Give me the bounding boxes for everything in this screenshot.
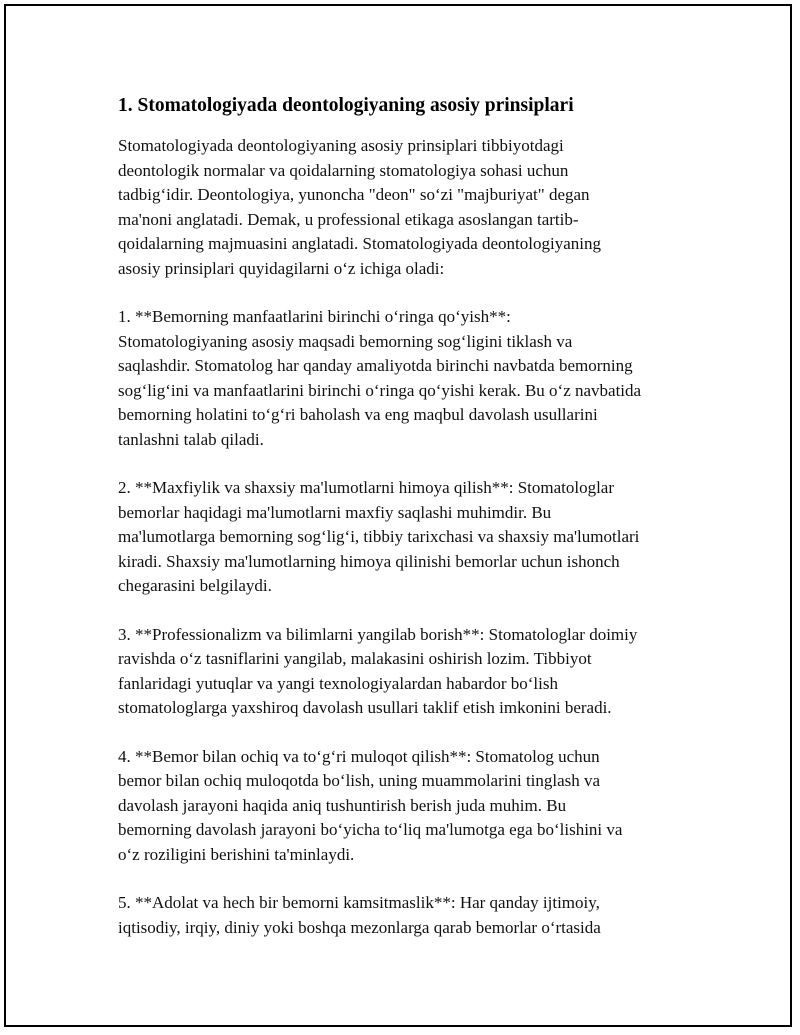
text-line: ma'noni anglatadi. Demak, u professional etikaga asoslangan tartib-: [118, 209, 579, 229]
text-line: asosiy prinsiplari quyidagilarni o‘z ichiga oladi:: [118, 258, 445, 278]
text-line: bemorning holatini to‘g‘ri baholash va eng maqbul davolash usullarini: [118, 405, 598, 424]
text-line: bemor bilan ochiq muloqotda bo‘lish, uning muammolarini tinglash va: [118, 771, 601, 790]
paragraph-principle-2: [118, 476, 698, 599]
text-line: iqtisodiy, irqiy, diniy yoki boshqa mezonlarga qarab bemorlar o‘rtasida: [118, 917, 601, 937]
text-line: sog‘lig‘ini va manfaatlarini birinchi o‘ringa qo‘yishi kerak. Bu o‘z navbatida: [118, 380, 642, 400]
text-line: ravishda o‘z tasniflarini yangilab, malakasini oshirish lozim. Tibbiyot: [118, 649, 592, 668]
paragraph-principle-5: [118, 891, 698, 940]
text-line: chegarasini belgilaydi.: [118, 576, 272, 595]
text-line: 1. **Bemorning manfaatlarini birinchi o‘ringa qo‘yish**:: [118, 307, 511, 326]
paragraph-principle-3: [118, 623, 698, 721]
text-line: tadbig‘idir. Deontologiya, yunoncha "deon" so‘zi "majburiyat" degan: [118, 185, 590, 204]
text-line: saqlashdir. Stomatolog har qanday amaliyotda birinchi navbatda bemorning: [118, 356, 633, 375]
text-line: 2. **Maxfiylik va shaxsiy ma'lumotlarni himoya qilish**: Stomatologlar: [118, 478, 615, 497]
text-line: bemorning davolash jarayoni bo‘yicha to‘liq ma'lumotga ega bo‘lishini va: [118, 820, 623, 839]
text-line: kiradi. Shaxsiy ma'lumotlarning himoya qilinishi bemorlar uchun ishonch: [118, 551, 620, 571]
text-line: 3. **Professionalizm va bilimlarni yangilab borish**: Stomatologlar doimiy: [118, 624, 638, 644]
text-line: tanlashni talab qiladi.: [118, 429, 264, 449]
paragraph-principle-4: [118, 745, 698, 868]
text-line: fanlaridagi yutuqlar va yangi texnologiyalardan habardor bo‘lish: [118, 673, 558, 693]
text-line: ma'lumotlarga bemorning sog‘lig‘i, tibbiy tarixchasi va shaxsiy ma'lumotlari: [118, 527, 640, 546]
text-line: 4. **Bemor bilan ochiq va to‘g‘ri muloqot qilish**: Stomatolog uchun: [118, 746, 600, 766]
document-title: 1. Stomatologiyada deontologiyaning asosiy prinsiplari: [118, 95, 574, 116]
document-body: [118, 94, 698, 964]
text-line: qoidalarning majmuasini anglatadi. Stomatologiyada deontologiyaning: [118, 234, 601, 253]
text-line: Stomatologiyada deontologiyaning asosiy prinsiplari tibbiyotdagi: [118, 136, 564, 155]
text-line: o‘z roziligini berishini ta'minlaydi.: [118, 844, 355, 864]
text-line: stomatologlarga yaxshiroq davolash usullari taklif etish imkonini beradi.: [118, 698, 612, 717]
text-line: bemorlar haqidagi ma'lumotlarni maxfiy saqlashi muhimdir. Bu: [118, 502, 552, 522]
text-line: deontologik normalar va qoidalarning stomatologiya sohasi uchun: [118, 160, 569, 180]
paragraph-principle-1: [118, 305, 698, 452]
text-line: Stomatologiyaning asosiy maqsadi bemorning sog‘ligini tiklash va: [118, 331, 573, 351]
text-line: 5. **Adolat va hech bir bemorni kamsitmaslik**: Har qanday ijtimoiy,: [118, 893, 600, 912]
text-line: davolash jarayoni haqida aniq tushuntirish berish juda muhim. Bu: [118, 795, 567, 815]
paragraph-intro: [118, 134, 698, 281]
